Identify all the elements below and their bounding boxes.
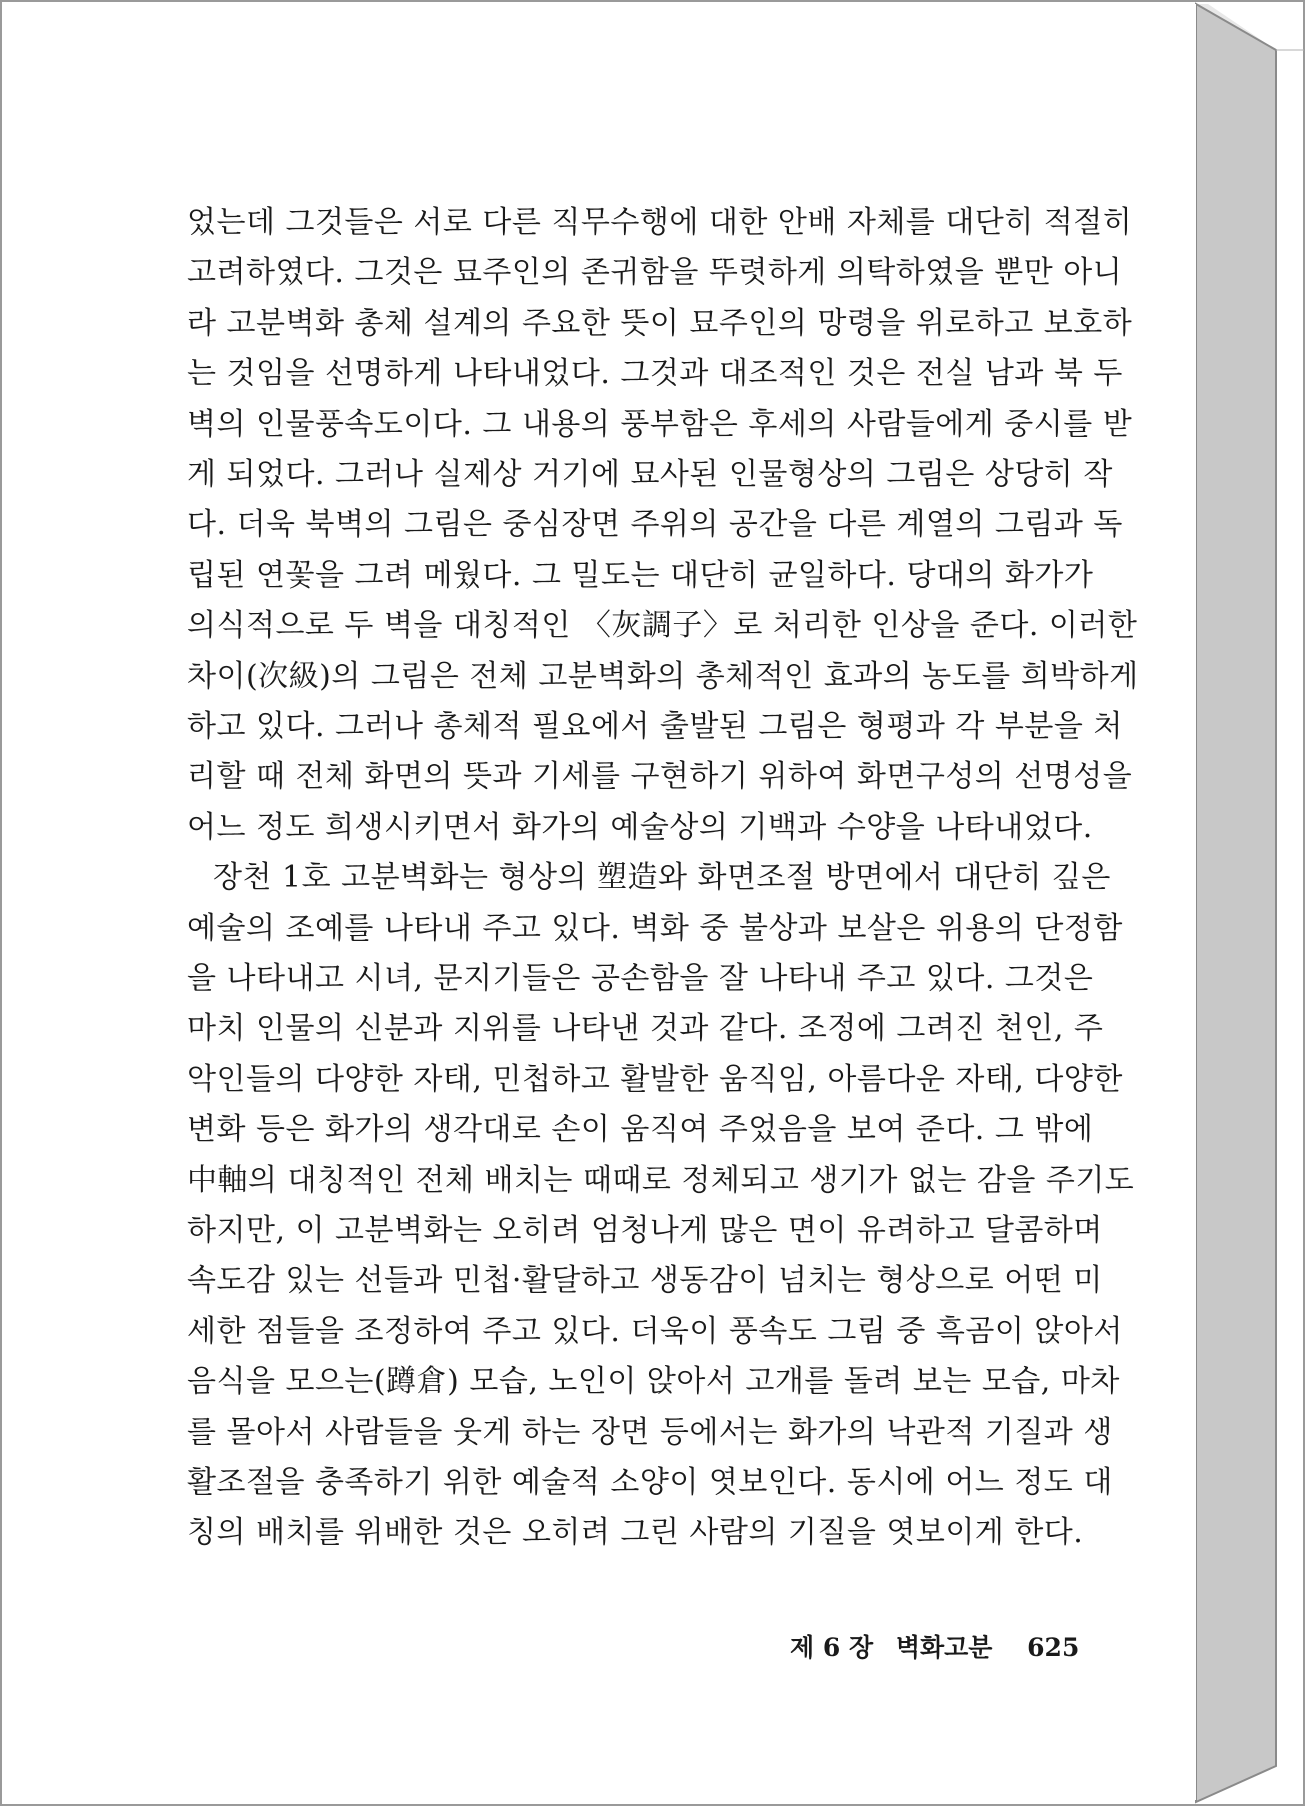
text-line: 립된 연꽃을 그려 메웠다. 그 밀도는 대단히 균일하다. 당대의 화가가 [187,557,1094,593]
text-line: 었는데 그것들은 서로 다른 직무수행에 대한 안배 자체를 대단히 적절히 [187,205,1133,240]
paragraph-first-line: 장천 1호 고분벽화는 형상의 塑造와 화면조절 방면에서 대단히 깊은 [213,860,1111,896]
paragraph-last-line: 칭의 배치를 위배한 것은 오히려 그린 사람의 기질을 엿보이게 한다. [187,1515,1084,1551]
text-line: 中軸의 대칭적인 전체 배치는 때때로 정체되고 생기가 없는 감을 주기도 [187,1162,1135,1198]
text-line: 벽의 인물풍속도이다. 그 내용의 풍부함은 후세의 사람들에게 중시를 받 [187,406,1133,442]
text-line: 마치 인물의 신분과 지위를 나타낸 것과 같다. 조정에 그려진 천인, 주 [187,1011,1104,1047]
text-line: 활조절을 충족하기 위한 예술적 소양이 엿보인다. 동시에 어느 정도 대 [187,1465,1113,1500]
text-line: 변화 등은 화가의 생각대로 손이 움직여 주었음을 보여 준다. 그 밖에 [187,1112,1094,1148]
text-line: 하고 있다. 그러나 총체적 필요에서 출발된 그림은 형평과 각 부분을 처 [187,709,1123,744]
text-line: 라 고분벽화 총체 설계의 주요한 뜻이 묘주인의 망령을 위로하고 보호하 [187,305,1133,341]
text-line: 리할 때 전체 화면의 뜻과 기세를 구현하기 위하여 화면구성의 선명성을 [187,759,1133,795]
chapter-title: 벽화고분 [895,1633,993,1662]
text-line: 다. 더욱 북벽의 그림은 중심장면 주위의 공간을 다른 계열의 그림과 독 [187,507,1123,543]
text-line: 음식을 모으는(蹲倉) 모습, 노인이 앉아서 고개를 돌려 보는 모습, 마차 [187,1364,1120,1400]
text-line: 게 되었다. 그러나 실제상 거기에 묘사된 인물형상의 그림은 상당히 작 [187,457,1113,492]
text-line: 하지만, 이 고분벽화는 오히려 엄청나게 많은 면이 유려하고 달콤하며 [187,1213,1103,1248]
chapter-label: 제 6 장 [790,1633,874,1662]
text-line: 세한 점들을 조정하여 주고 있다. 더욱이 풍속도 그림 중 흑곰이 앉아서 [187,1313,1123,1349]
page-number: 625 [1027,1633,1080,1662]
text-line: 고려하였다. 그것은 묘주인의 존귀함을 뚜렷하게 의탁하였을 뿐만 아니 [187,255,1123,291]
text-line: 는 것임을 선명하게 나타내었다. 그것과 대조적인 것은 전실 남과 북 두 [187,356,1123,392]
text-line: 예술의 조예를 나타내 주고 있다. 벽화 중 불상과 보살은 위용의 단정함 [187,910,1123,946]
text-line: 악인들의 다양한 자태, 민첩하고 활발한 움직임, 아름다운 자태, 다양한 [187,1061,1123,1097]
paragraph-last-line: 어느 정도 희생시키면서 화가의 예술상의 기백과 수양을 나타내었다. [187,809,1093,845]
text-line: 의식적으로 두 벽을 대칭적인 〈灰調子〉로 처리한 인상을 준다. 이러한 [187,608,1138,644]
running-footer [790,1628,1079,1664]
text-line: 을 나타내고 시녀, 문지기들은 공손함을 잘 나타내 주고 있다. 그것은 [187,961,1094,996]
text-line: 차이(次級)의 그림은 전체 고분벽화의 총체적인 효과의 농도를 희박하게 [187,658,1139,694]
text-line: 속도감 있는 선들과 민첩·활달하고 생동감이 넘치는 형상으로 어떤 미 [187,1263,1103,1299]
text-line: 를 몰아서 사람들을 웃게 하는 장면 등에서는 화가의 낙관적 기질과 생 [187,1414,1113,1450]
